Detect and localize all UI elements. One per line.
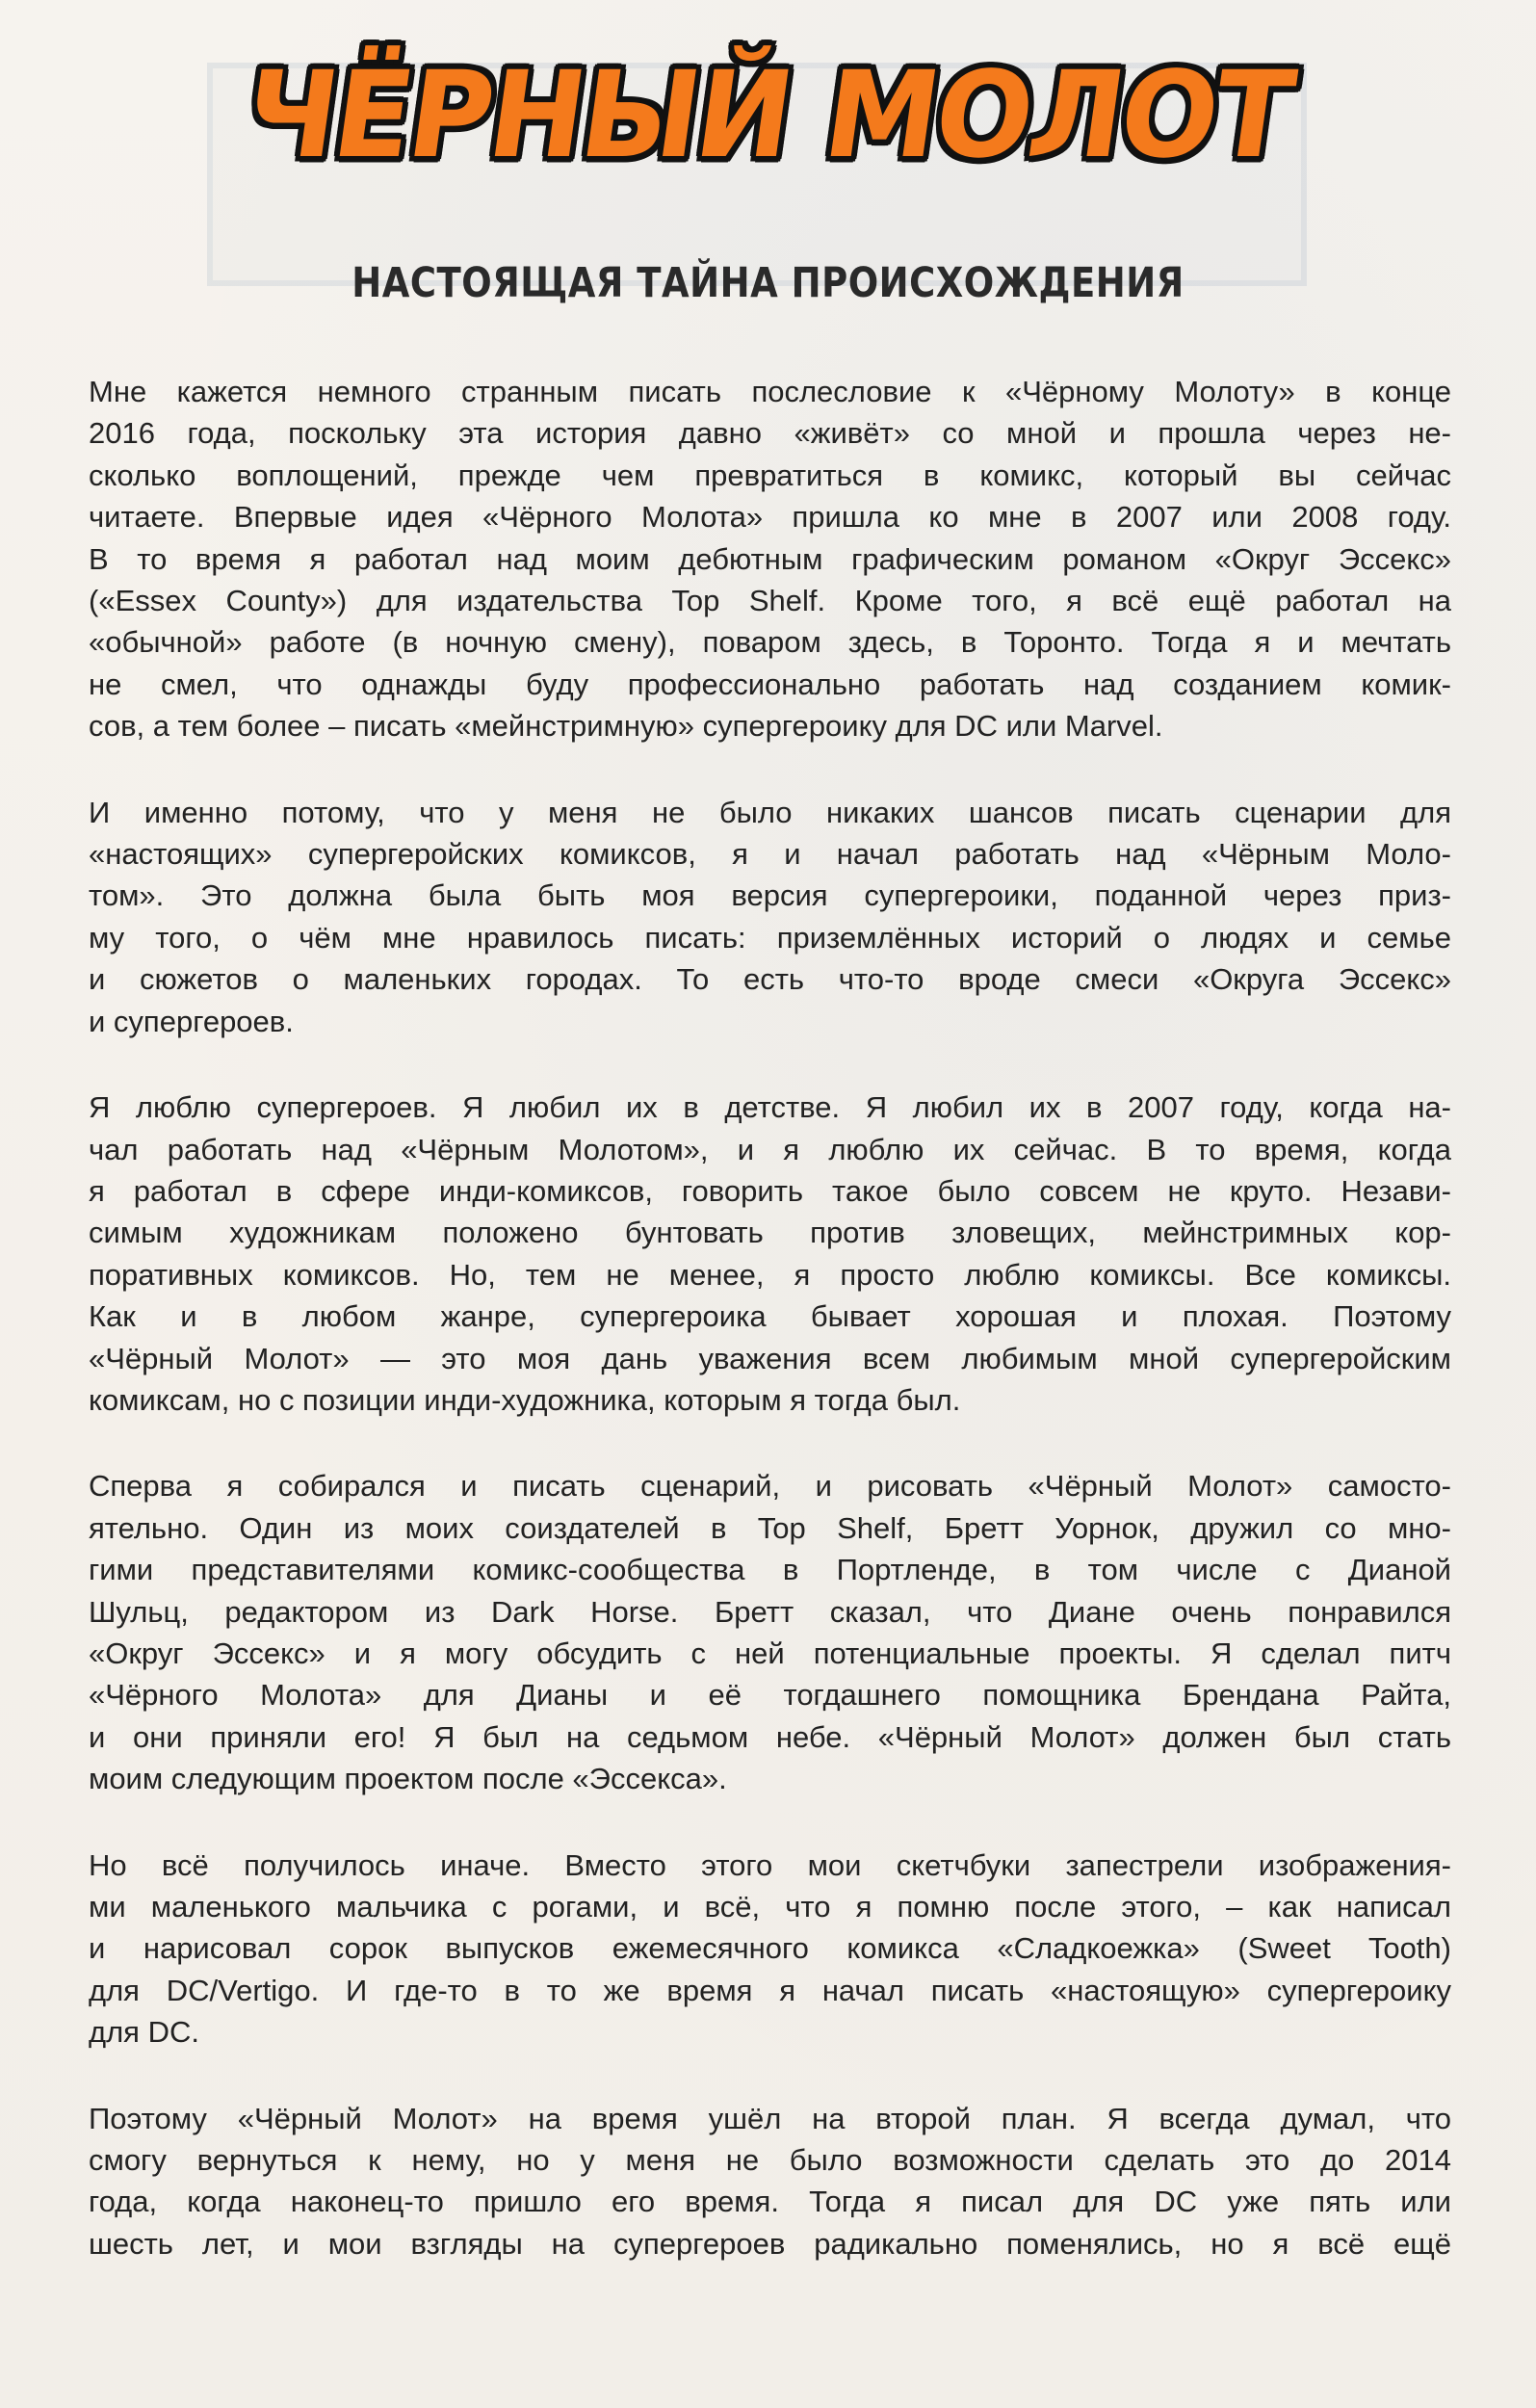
paragraph-line: чал работать над «Чёрным Молотом», и я люблю их сейчас. В то время, когда <box>89 1132 1451 1166</box>
paragraph-line: му того, о чём мне нравилось писать: приземлённых историй о людях и семье <box>89 920 1451 955</box>
paragraph-line: поративных комиксов. Но, тем не менее, я просто люблю комиксы. Все комиксы. <box>89 1257 1451 1292</box>
paragraph-line: И именно потому, что у меня не было никаких шансов писать сценарии для <box>89 795 1451 829</box>
paragraph-line: ятельно. Один из моих соиздателей в Top Shelf, Бретт Уорнок, дружил со мно- <box>89 1510 1451 1545</box>
paragraph <box>89 371 1451 747</box>
paragraph-line: Как и в любом жанре, супергероика бывает хорошая и плохая. Поэтому <box>89 1299 1451 1334</box>
paragraph-line: для DC/Vertigo. И где-то в то же время я начал писать «настоящую» супергероику <box>89 1973 1451 2007</box>
paragraph-line: Мне кажется немного странным писать послесловие к «Чёрному Молоту» в конце <box>89 375 1451 408</box>
paragraph-line: не смел, что однажды буду профессионально работать над созданием комик- <box>89 667 1451 701</box>
paragraph <box>89 1465 1451 1799</box>
paragraph <box>89 1845 1451 2054</box>
paragraph-line: Сперва я собирался и писать сценарий, и рисовать «Чёрный Молот» самосто- <box>89 1469 1451 1504</box>
paragraph-line: гими представителями комикс-сообщества в Портленде, в том числе с Дианой <box>89 1553 1451 1587</box>
paragraph-line: шесть лет, и мои взгляды на супергероев радикально поменялись, но я всё ещё <box>89 2226 1451 2261</box>
paragraph-line: «настоящих» супергеройских комиксов, я и начал работать над «Чёрным Моло- <box>89 837 1451 872</box>
paragraph-line: «Чёрного Молота» для Дианы и её тогдашнего помощника Брендана Райта, <box>89 1678 1451 1713</box>
page-title: ЧЁРНЫЙ МОЛОТ <box>236 44 1300 185</box>
paragraph-line: В то время я работал над моим дебютным графическим романом «Округ Эссекс» <box>89 541 1451 576</box>
paragraph-line: и нарисовал сорок выпусков ежемесячного комикса «Сладкоежка» (Sweet Tooth) <box>89 1931 1451 1966</box>
paragraph-line: и сюжетов о маленьких городах. То есть что-то вроде смеси «Округа Эссекс» <box>89 962 1451 997</box>
paragraph-line: года, когда наконец-то пришло его время. Тогда я писал для DC уже пять или <box>89 2185 1451 2219</box>
paragraph-line: симым художникам положено бунтовать против зловещих, мейнстримных кор- <box>89 1216 1451 1250</box>
paragraph <box>89 792 1451 1042</box>
paragraph-line: 2016 года, поскольку эта история давно «живёт» со мной и прошла через не- <box>89 416 1451 451</box>
paragraph-line: том». Это должна была быть моя версия супергероики, поданной через приз- <box>89 878 1451 913</box>
paragraph-line: сов, а тем более – писать «мейнстримную» супергероику для DC или Marvel. <box>89 709 1163 744</box>
paragraph-line: я работал в сфере инди-комиксов, говорить такое было совсем не круто. Незави- <box>89 1173 1451 1208</box>
paragraph-line: комиксам, но с позиции инди-художника, которым я тогда был. <box>89 1382 961 1417</box>
paragraph <box>89 1086 1451 1421</box>
paragraph-line: Я люблю супергероев. Я любил их в детстве. Я любил их в 2007 году, когда на- <box>89 1090 1451 1125</box>
paragraph-line: сколько воплощений, прежде чем превратиться в комикс, который вы сейчас <box>89 458 1451 492</box>
paragraph-line: Но всё получилось иначе. Вместо этого мои скетчбуки запестрели изображения- <box>89 1847 1451 1882</box>
paragraph-line: и супергероев. <box>89 1004 294 1038</box>
paragraph-line: «Чёрный Молот» — это моя дань уважения всем любимым мной супергеройским <box>89 1341 1451 1375</box>
paragraph-line: Шульц, редактором из Dark Horse. Бретт сказал, что Диане очень понравился <box>89 1594 1451 1629</box>
paragraph-line: для DC. <box>89 2015 199 2050</box>
paragraph-line: читаете. Впервые идея «Чёрного Молота» пришла ко мне в 2007 или 2008 году. <box>89 500 1451 535</box>
paragraph-line: («Essex County») для издательства Top Shelf. Кроме того, я всё ещё работал на <box>89 584 1451 618</box>
article-body <box>89 371 1451 2309</box>
paragraph-line: и они приняли его! Я был на седьмом небе. «Чёрный Молот» должен был стать <box>89 1719 1451 1754</box>
page-subtitle: НАСТОЯЩАЯ ТАЙНА ПРОИСХОЖДЕНИЯ <box>351 258 1185 307</box>
paragraph-line: ми маленького мальчика с рогами, и всё, что я помню после этого, – как написал <box>89 1890 1451 1924</box>
paragraph-line: «Округ Эссекс» и я могу обсудить с ней потенциальные проекты. Я сделал питч <box>89 1636 1451 1670</box>
paragraph-line: смогу вернуться к нему, но у меня не было возможности сделать это до 2014 <box>89 2143 1451 2178</box>
paragraph-line: моим следующим проектом после «Эссекса». <box>89 1762 727 1796</box>
paragraph-line: Поэтому «Чёрный Молот» на время ушёл на второй план. Я всегда думал, что <box>89 2101 1451 2135</box>
paragraph <box>89 2098 1451 2265</box>
paragraph-line: «обычной» работе (в ночную смену), поваром здесь, в Торонто. Тогда я и мечтать <box>89 625 1451 660</box>
